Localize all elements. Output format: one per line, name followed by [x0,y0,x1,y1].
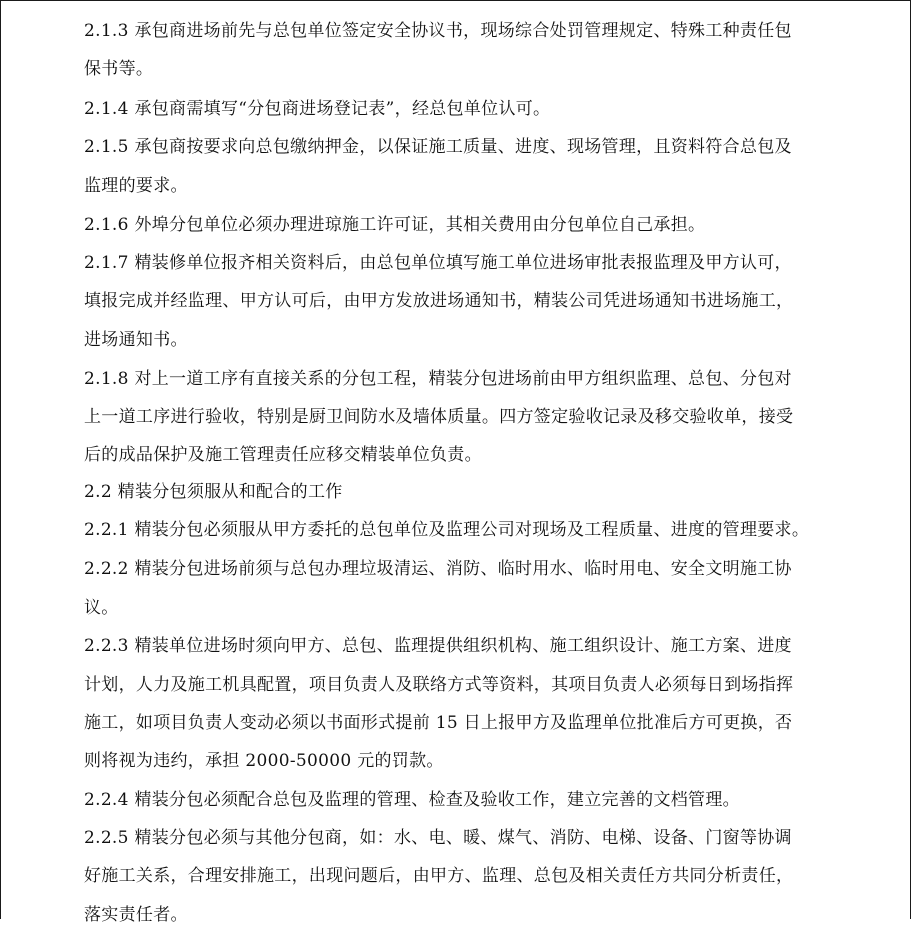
paragraph-line: 保书等。 [84,59,154,79]
paragraph-line: 2.2.5 精装分包必须与其他分包商，如：水、电、暖、煤气、消防、电梯、设备、门窗等协调 [84,828,792,848]
paragraph-line: 2.1.4 承包商需填写“分包商进场登记表”，经总包单位认可。 [84,99,551,119]
paragraph-line: 好施工关系，合理安排施工，出现问题后，由甲方、监理、总包及相关责任方共同分析责任， [84,866,794,886]
paragraph-line: 2.2.2 精装分包进场前须与总包办理垃圾清运、消防、临时用水、临时用电、安全文明施工协 [84,559,792,579]
paragraph-line: 则将视为违约，承担 2000-50000 元的罚款。 [84,751,444,771]
paragraph-line: 2.1.7 精装修单位报齐相关资料后，由总包单位填写施工单位进场审批表报监理及甲方认可， [84,253,792,273]
paragraph-line: 2.1.8 对上一道工序有直接关系的分包工程，精装分包进场前由甲方组织监理、总包、分包对 [84,369,792,389]
paragraph-line: 落实责任者。 [84,905,188,925]
paragraph-line: 施工，如项目负责人变动必须以书面形式提前 15 日上报甲方及监理单位批准后方可更换，否 [84,713,793,733]
paragraph-line: 2.2.4 精装分包必须配合总包及监理的管理、检查及验收工作，建立完善的文档管理。 [84,790,740,810]
paragraph-line: 进场通知书。 [84,330,188,350]
paragraph-line: 后的成品保护及施工管理责任应移交精装单位负责。 [84,445,482,465]
paragraph-line: 2.2.3 精装单位进场时须向甲方、总包、监理提供组织机构、施工组织设计、施工方案、进度 [84,636,792,656]
paragraph-line: 上一道工序进行验收，特别是厨卫间防水及墙体质量。四方签定验收记录及移交验收单，接受 [84,407,794,427]
paragraph-line: 监理的要求。 [84,176,188,196]
paragraph-line: 2.1.3 承包商进场前先与总包单位签定安全协议书，现场综合处罚管理规定、特殊工种责任包 [84,21,792,41]
paragraph-line: 填报完成并经监理、甲方认可后，由甲方发放进场通知书，精装公司凭进场通知书进场施工， [84,291,794,311]
paragraph-line: 2.1.5 承包商按要求向总包缴纳押金，以保证施工质量、进度、现场管理，且资料符合总包及 [84,137,792,157]
section-heading: 2.2 精装分包须服从和配合的工作 [84,482,343,502]
paragraph-line: 2.2.1 精装分包必须服从甲方委托的总包单位及监理公司对现场及工程质量、进度的管理要求。 [84,520,810,540]
paragraph-line: 议。 [84,598,119,618]
paragraph-line: 计划，人力及施工机具配置，项目负责人及联络方式等资料，其项目负责人必须每日到场指挥 [84,675,794,695]
paragraph-line: 2.1.6 外埠分包单位必须办理进琼施工许可证，其相关费用由分包单位自己承担。 [84,215,706,235]
